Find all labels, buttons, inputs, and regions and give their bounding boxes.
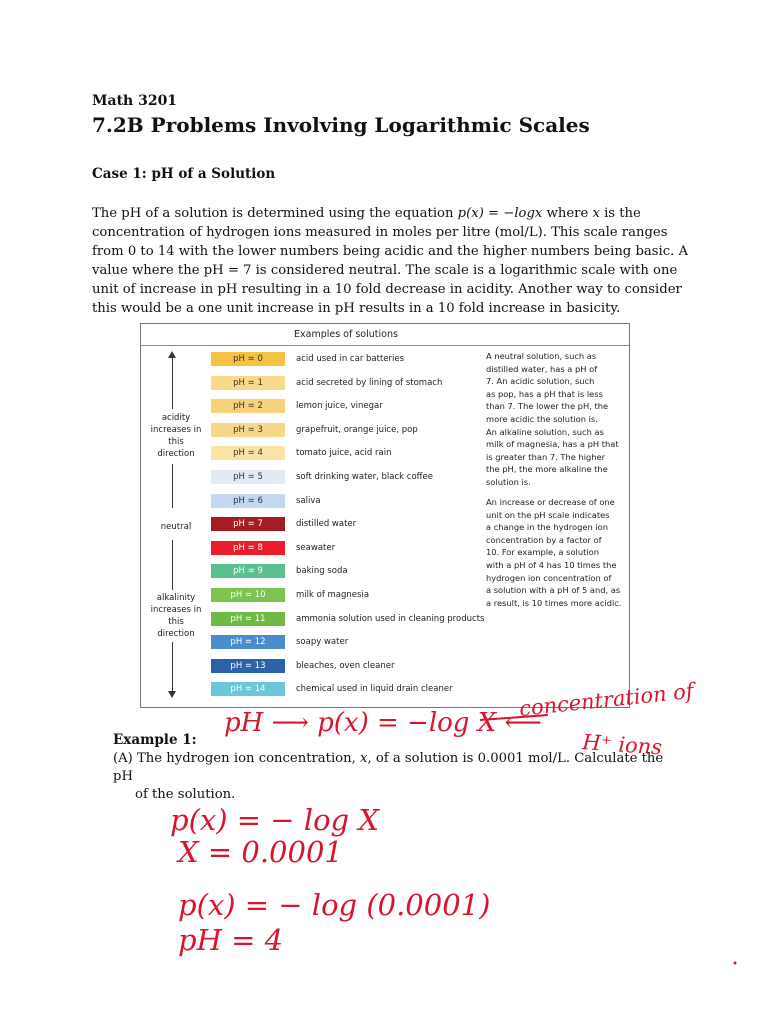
- acidity-label-line: increases in: [150, 425, 202, 435]
- note-line: 7. An acidic solution, such: [486, 376, 595, 387]
- page-title: 7.2B Problems Involving Logarithmic Scales: [92, 113, 590, 137]
- ph-example-text: tomato juice, acid rain: [296, 448, 392, 459]
- case-heading: Case 1: pH of a Solution: [92, 166, 276, 182]
- handwritten-annotation-formula: pH ⟶ p(x) = −log X ⟵: [224, 708, 542, 738]
- acidity-arrow-line: [172, 357, 173, 409]
- note-line: a change in the hydrogen ion: [486, 522, 608, 533]
- ph-example-text: distilled water: [296, 519, 357, 530]
- ph-value-chip: pH = 7: [211, 517, 285, 531]
- handwritten-line-1: p(x) = − log X: [170, 803, 379, 837]
- alkalinity-label: [141, 592, 211, 640]
- ph-value-chip: pH = 14: [211, 682, 285, 696]
- ph-example-text: soapy water: [296, 637, 349, 648]
- ph-row: [211, 470, 433, 484]
- ph-value-chip: pH = 5: [211, 470, 285, 484]
- note-line: the pH, the more alkaline the: [486, 464, 608, 475]
- handwritten-annotation-concentration: concentration of: [518, 678, 695, 721]
- ph-value-chip: pH = 0: [211, 352, 285, 366]
- ph-example-text: soft drinking water, black coffee: [296, 472, 433, 482]
- note-line: hydrogen ion concentration of: [486, 572, 612, 583]
- acidity-label-line: acidity: [161, 413, 191, 423]
- ph-value-chip: pH = 2: [211, 399, 285, 413]
- alkalinity-label-line: direction: [157, 629, 195, 639]
- note-line: distilled water, has a pH of: [486, 363, 598, 374]
- intro-text-b: where: [542, 206, 593, 221]
- ph-row: [211, 399, 401, 413]
- stray-dot: [734, 962, 737, 965]
- example-heading: Example 1:: [113, 732, 197, 748]
- ph-row: [211, 659, 401, 673]
- intro-equation: p(x) = −logx: [457, 206, 543, 221]
- alkalinity-arrow-line-upper: [172, 540, 173, 590]
- intro-variable: x: [592, 206, 600, 221]
- note-line: A neutral solution, such as: [486, 351, 597, 361]
- ph-value-chip: pH = 11: [211, 612, 285, 626]
- acidity-label-line: direction: [157, 449, 195, 459]
- intro-paragraph: [92, 204, 692, 318]
- ph-example-text: chemical used in liquid drain cleaner: [296, 684, 453, 695]
- note-factor-of-ten: [486, 496, 626, 609]
- acidity-arrow-line-lower: [172, 464, 173, 508]
- note-line: more acidic the solution is.: [486, 413, 598, 424]
- acidity-label-line: this: [168, 437, 184, 447]
- ph-example-text: saliva: [296, 495, 321, 506]
- question-variable: x: [360, 751, 368, 766]
- note-line: with a pH of 4 has 10 times the: [486, 559, 617, 570]
- ph-value-chip: pH = 12: [211, 635, 285, 649]
- note-line: milk of magnesia, has a pH that: [486, 439, 619, 450]
- ph-row: [211, 588, 401, 602]
- ph-row: [211, 682, 453, 696]
- ph-value-chip: pH = 3: [211, 423, 285, 437]
- handwritten-annotation-ions: H⁺ ions: [581, 730, 663, 760]
- ph-row: [211, 612, 485, 626]
- ph-row: [211, 446, 401, 460]
- handwritten-line-2: X = 0.0001: [178, 835, 343, 869]
- course-label: Math 3201: [92, 93, 178, 109]
- note-line: solution is.: [486, 476, 531, 487]
- question-text-a: (A) The hydrogen ion concentration,: [113, 751, 360, 766]
- handwritten-arrow-underline: [480, 715, 548, 720]
- example-question: [113, 750, 673, 804]
- handwritten-line-3: p(x) = − log (0.0001): [178, 888, 491, 922]
- alkalinity-label-line: increases in: [150, 605, 202, 615]
- ph-row: [211, 517, 401, 531]
- note-line: An increase or decrease of one: [486, 497, 615, 507]
- note-line: unit on the pH scale indicates: [486, 509, 610, 520]
- ph-row: [211, 376, 443, 390]
- ph-example-text: acid used in car batteries: [296, 354, 405, 364]
- ph-value-chip: pH = 13: [211, 659, 285, 673]
- note-line: concentration by a factor of: [486, 534, 602, 545]
- note-line: a solution with a pH of 5 and, as: [486, 585, 621, 596]
- ph-value-chip: pH = 9: [211, 564, 285, 578]
- intro-text-c: is the concentration of hydrogen ions measured in moles per litre (mol/L). This scale ranges from 0 to 14 with the lower numbers being acidic and the higher numbers being basic. A value where the pH = 7 is considered neutral. The scale is a logarithmic scale with one unit of increase in pH resulting in a 10 fold decrease in acidity. Another way to consider this would be a one unit increase in pH results in a 10 fold increase in basicity.: [92, 206, 689, 316]
- note-line: than 7. The lower the pH, the: [486, 401, 609, 412]
- question-text-b: , of a solution is 0.0001 mol/L. Calculate the pH: [113, 751, 664, 784]
- ph-example-text: baking soda: [296, 566, 348, 577]
- figure-header: Examples of solutions: [294, 329, 398, 340]
- ph-value-chip: pH = 1: [211, 376, 285, 390]
- question-text-c: of the solution.: [135, 787, 236, 802]
- ph-example-text: seawater: [296, 542, 336, 553]
- note-line: An alkaline solution, such as: [486, 426, 604, 437]
- note-line: 10. For example, a solution: [486, 547, 599, 558]
- ph-row: [211, 541, 401, 555]
- note-line: is greater than 7. The higher: [486, 451, 606, 462]
- ph-row: [211, 564, 401, 578]
- ph-example-text: lemon juice, vinegar: [296, 401, 383, 412]
- ph-value-chip: pH = 8: [211, 541, 285, 555]
- alkalinity-label-line: alkalinity: [156, 593, 196, 603]
- alkalinity-arrow-line: [172, 642, 173, 691]
- acidity-label: [141, 412, 211, 460]
- alkalinity-label-line: this: [168, 617, 184, 627]
- note-line: as pop, has a pH that is less: [486, 388, 603, 399]
- ph-example-text: milk of magnesia: [296, 590, 370, 600]
- neutral-label: neutral: [160, 522, 192, 532]
- figure-divider: [141, 345, 629, 346]
- ph-row: [211, 635, 401, 649]
- ph-example-text: grapefruit, orange juice, pop: [296, 424, 418, 435]
- ph-value-chip: pH = 4: [211, 446, 285, 460]
- ph-row: [211, 494, 401, 508]
- ph-scale-figure: [140, 323, 630, 708]
- ph-row: [211, 423, 418, 437]
- ph-example-text: acid secreted by lining of stomach: [296, 377, 443, 388]
- down-arrow-icon: [168, 691, 176, 698]
- ph-example-text: bleaches, oven cleaner: [296, 660, 395, 671]
- intro-text-a: The pH of a solution is determined using the equation: [92, 206, 458, 221]
- ph-value-chip: pH = 10: [211, 588, 285, 602]
- note-line: a result, is 10 times more acidic.: [486, 597, 622, 608]
- handwritten-line-4: pH = 4: [178, 923, 284, 957]
- note-neutral-acidic-alkaline: [486, 350, 626, 489]
- ph-row: [211, 352, 405, 366]
- ph-value-chip: pH = 6: [211, 494, 285, 508]
- ph-example-text: ammonia solution used in cleaning products: [296, 613, 485, 624]
